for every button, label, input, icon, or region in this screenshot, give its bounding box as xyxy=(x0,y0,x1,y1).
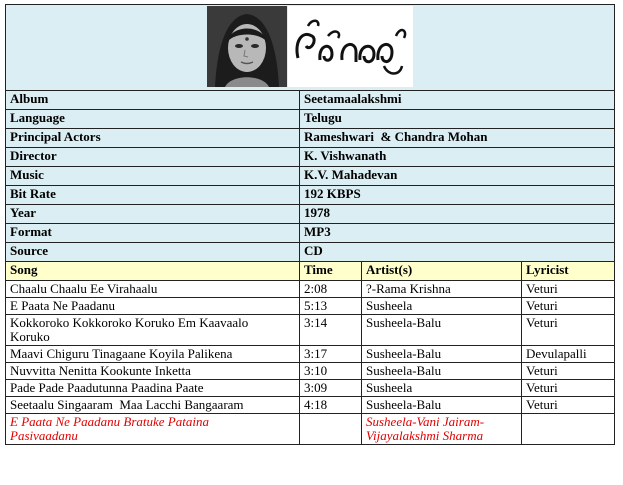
song-time: 5:13 xyxy=(300,298,362,315)
bitrate-label: Bit Rate xyxy=(6,186,300,205)
info-row-source xyxy=(6,243,615,262)
song-row xyxy=(6,315,615,346)
extra-song-title: E Paata Ne Paadanu Bratuke Pataina Pasivaadanu xyxy=(6,414,300,445)
source-label: Source xyxy=(6,243,300,262)
year-label: Year xyxy=(6,205,300,224)
music-value: K.V. Mahadevan xyxy=(300,167,615,186)
info-row-director xyxy=(6,148,615,167)
song-lyricist: Veturi xyxy=(522,315,615,346)
song-title: Pade Pade Paadutunna Paadina Paate xyxy=(6,380,300,397)
extra-song-artist: Susheela-Vani Jairam-Vijayalakshmi Sharma xyxy=(362,414,522,445)
song-title: Seetaalu Singaaram Maa Lacchi Bangaaram xyxy=(6,397,300,414)
song-lyricist: Veturi xyxy=(522,397,615,414)
song-title: Kokkoroko Kokkoroko Koruko Em Kaavaalo Koruko xyxy=(6,315,300,346)
song-row xyxy=(6,346,615,363)
song-title: Nuvvitta Nenitta Kookunte Inketta xyxy=(6,363,300,380)
info-row-bitrate xyxy=(6,186,615,205)
info-row-year xyxy=(6,205,615,224)
actors-label: Principal Actors xyxy=(6,129,300,148)
time-column-header: Time xyxy=(300,262,362,281)
banner-row xyxy=(6,5,615,91)
extra-song-time xyxy=(300,414,362,445)
info-row-album xyxy=(6,91,615,110)
song-artist: Susheela xyxy=(362,298,522,315)
song-row xyxy=(6,281,615,298)
song-time: 4:18 xyxy=(300,397,362,414)
banner-cell xyxy=(6,5,615,91)
song-time: 2:08 xyxy=(300,281,362,298)
song-row xyxy=(6,380,615,397)
songs-header-row xyxy=(6,262,615,281)
song-time: 3:14 xyxy=(300,315,362,346)
source-value: CD xyxy=(300,243,615,262)
song-row xyxy=(6,298,615,315)
year-value: 1978 xyxy=(300,205,615,224)
info-row-music xyxy=(6,167,615,186)
album-banner xyxy=(207,6,413,87)
album-info-table xyxy=(5,4,615,445)
song-row xyxy=(6,397,615,414)
info-row-actors xyxy=(6,129,615,148)
song-column-header: Song xyxy=(6,262,300,281)
format-label: Format xyxy=(6,224,300,243)
album-value: Seetamaalakshmi xyxy=(300,91,615,110)
song-time: 3:17 xyxy=(300,346,362,363)
song-lyricist: Devulapalli xyxy=(522,346,615,363)
song-lyricist: Veturi xyxy=(522,380,615,397)
extra-song-row xyxy=(6,414,615,445)
actors-value: Rameshwari & Chandra Mohan xyxy=(300,129,615,148)
song-artist: Susheela-Balu xyxy=(362,346,522,363)
song-artist: Susheela-Balu xyxy=(362,363,522,380)
song-time: 3:10 xyxy=(300,363,362,380)
song-title: Maavi Chiguru Tinagaane Koyila Palikena xyxy=(6,346,300,363)
info-row-format xyxy=(6,224,615,243)
info-row-language xyxy=(6,110,615,129)
song-title: Chaalu Chaalu Ee Virahaalu xyxy=(6,281,300,298)
telugu-title-logo xyxy=(288,6,413,87)
music-label: Music xyxy=(6,167,300,186)
song-lyricist: Veturi xyxy=(522,281,615,298)
artist-column-header: Artist(s) xyxy=(362,262,522,281)
language-label: Language xyxy=(6,110,300,129)
song-artist: Susheela-Balu xyxy=(362,397,522,414)
language-value: Telugu xyxy=(300,110,615,129)
song-artist: Susheela-Balu xyxy=(362,315,522,346)
song-title: E Paata Ne Paadanu xyxy=(6,298,300,315)
format-value: MP3 xyxy=(300,224,615,243)
song-lyricist: Veturi xyxy=(522,298,615,315)
lyricist-column-header: Lyricist xyxy=(522,262,615,281)
song-lyricist: Veturi xyxy=(522,363,615,380)
song-row xyxy=(6,363,615,380)
director-label: Director xyxy=(6,148,300,167)
song-artist: ?-Rama Krishna xyxy=(362,281,522,298)
bitrate-value: 192 KBPS xyxy=(300,186,615,205)
director-value: K. Vishwanath xyxy=(300,148,615,167)
album-label: Album xyxy=(6,91,300,110)
album-info-sheet xyxy=(5,4,614,445)
song-time: 3:09 xyxy=(300,380,362,397)
extra-song-lyricist xyxy=(522,414,615,445)
actress-photo xyxy=(207,6,287,87)
song-artist: Susheela xyxy=(362,380,522,397)
